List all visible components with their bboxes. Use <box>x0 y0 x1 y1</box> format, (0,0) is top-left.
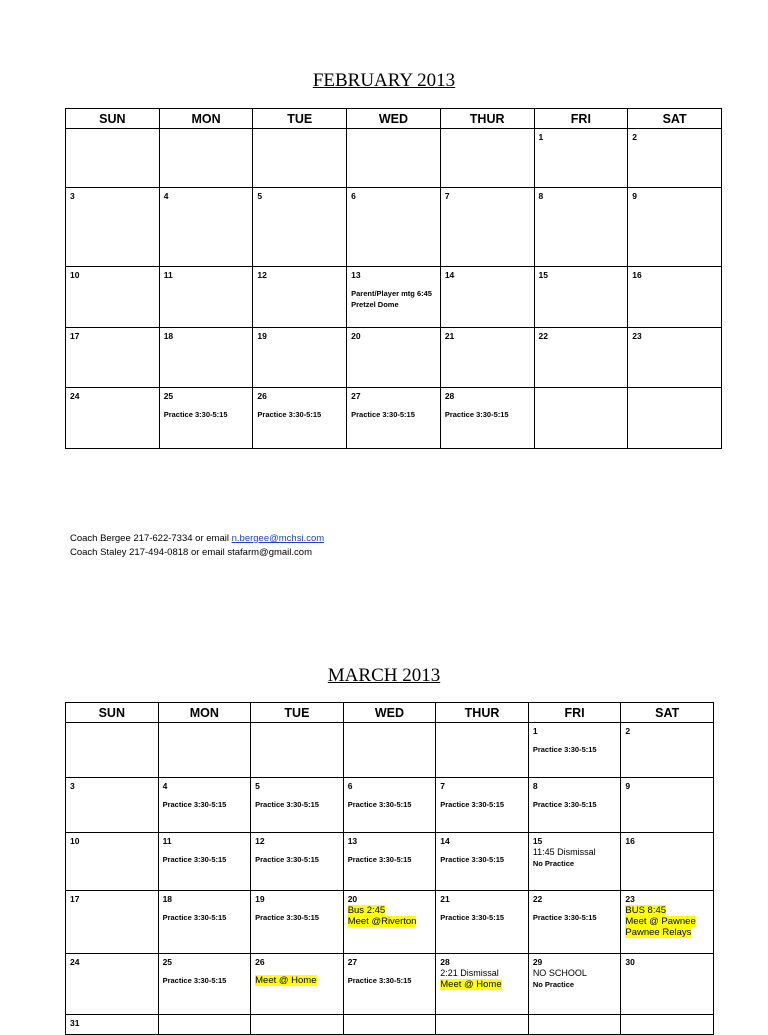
day-number: 31 <box>70 1018 80 1028</box>
weekday-header-sat: SAT <box>628 109 722 129</box>
empty-day-cell <box>66 723 159 778</box>
day-cell-14 <box>436 833 529 891</box>
day-number: 2 <box>625 726 631 736</box>
empty-day-cell <box>158 723 251 778</box>
day-number: 26 <box>257 391 267 401</box>
day-cell-23 <box>628 328 722 388</box>
day-number: 27 <box>351 391 361 401</box>
empty-day-cell <box>534 388 628 449</box>
week-row <box>66 129 722 188</box>
event-text: Practice 3:30-5:15 <box>532 800 597 809</box>
week-row <box>66 1015 714 1035</box>
march-title: MARCH 2013 <box>327 665 441 686</box>
highlighted-event: Pawnee Relays <box>625 927 692 938</box>
day-cell-7 <box>436 778 529 833</box>
day-cell-8 <box>528 778 621 833</box>
day-cell-9 <box>628 188 722 267</box>
day-cell-21 <box>436 891 529 954</box>
empty-day-cell <box>436 1015 529 1035</box>
empty-day-cell <box>440 129 534 188</box>
day-cell-26 <box>253 388 347 449</box>
weekday-header-row <box>66 109 722 129</box>
event-text: Practice 3:30-5:15 <box>255 855 319 864</box>
day-number: 13 <box>347 836 358 846</box>
day-cell-23 <box>621 891 714 954</box>
day-number: 5 <box>257 191 263 201</box>
week-row <box>66 723 714 778</box>
day-cell-28 <box>436 954 529 1015</box>
event-text: Practice 3:30-5:15 <box>444 410 509 419</box>
day-number: 25 <box>162 957 173 967</box>
event-text: Practice 3:30-5:15 <box>162 976 227 985</box>
day-cell-17 <box>66 328 160 388</box>
empty-day-cell <box>347 129 441 188</box>
day-number: 9 <box>625 781 631 791</box>
week-row <box>66 328 722 388</box>
event-text: No Practice <box>532 859 575 868</box>
coach-contacts <box>70 532 324 559</box>
day-number: 7 <box>444 191 450 201</box>
highlighted-event: Meet @Riverton <box>347 916 417 927</box>
day-number: 29 <box>532 957 543 967</box>
event-text: Practice 3:30-5:15 <box>532 745 597 754</box>
day-number: 28 <box>440 957 450 967</box>
day-cell-29 <box>528 954 621 1015</box>
day-cell-17 <box>66 891 159 954</box>
highlighted-event: Bus 2:45 <box>347 905 386 916</box>
weekday-header-wed: WED <box>343 703 436 723</box>
empty-day-cell <box>158 1015 251 1035</box>
day-cell-24 <box>66 388 160 449</box>
day-number: 11 <box>162 836 172 846</box>
day-number: 28 <box>444 391 455 401</box>
day-note: 2:21 Dismissal <box>440 968 499 978</box>
day-number: 1 <box>538 132 544 142</box>
week-row <box>66 267 722 328</box>
day-cell-2 <box>628 129 722 188</box>
day-cell-14 <box>440 267 534 328</box>
day-number: 24 <box>70 391 80 401</box>
day-number: 4 <box>162 781 168 791</box>
week-row <box>66 891 714 954</box>
day-number: 24 <box>70 957 80 967</box>
event-text: Pretzel Dome <box>351 300 399 309</box>
day-cell-22 <box>528 891 621 954</box>
empty-day-cell <box>159 129 253 188</box>
day-number: 19 <box>257 331 267 341</box>
weekday-header-mon: MON <box>159 109 253 129</box>
weekday-header-tue: TUE <box>251 703 344 723</box>
highlighted-event: Meet @ Pawnee <box>625 916 696 927</box>
day-number: 14 <box>440 836 450 846</box>
day-number: 25 <box>163 391 174 401</box>
day-number: 8 <box>532 781 538 791</box>
day-number: 13 <box>351 270 361 280</box>
day-cell-6 <box>343 778 436 833</box>
day-number: 9 <box>632 191 637 201</box>
day-number: 20 <box>351 331 361 341</box>
day-cell-25 <box>159 388 253 449</box>
empty-day-cell <box>528 1015 621 1035</box>
day-cell-22 <box>534 328 628 388</box>
day-number: 1 <box>532 726 538 736</box>
weekday-header-mon: MON <box>158 703 251 723</box>
event-text: Practice 3:30-5:15 <box>440 800 505 809</box>
day-cell-1 <box>534 129 628 188</box>
day-cell-10 <box>66 833 159 891</box>
day-number: 2 <box>632 132 637 142</box>
day-number: 21 <box>440 894 450 904</box>
event-text: Practice 3:30-5:15 <box>440 913 505 922</box>
week-row <box>66 388 722 449</box>
day-cell-4 <box>159 188 253 267</box>
day-number: 17 <box>70 894 80 904</box>
day-cell-13 <box>343 833 436 891</box>
february-calendar <box>65 108 722 449</box>
day-number: 19 <box>255 894 265 904</box>
empty-day-cell <box>621 1015 714 1035</box>
day-cell-4 <box>158 778 251 833</box>
weekday-header-thur: THUR <box>436 703 529 723</box>
weekday-header-sun: SUN <box>66 703 159 723</box>
day-number: 23 <box>632 331 642 341</box>
highlighted-event: Meet @ Home <box>440 979 502 990</box>
day-cell-26 <box>251 954 344 1015</box>
day-cell-11 <box>159 267 253 328</box>
day-cell-20 <box>343 891 436 954</box>
empty-day-cell <box>436 723 529 778</box>
event-text: Practice 3:30-5:15 <box>347 800 412 809</box>
contact-bergee-text: Coach Bergee 217-622-7334 or email <box>70 533 232 544</box>
day-note: 11:45 Dismissal <box>532 847 596 857</box>
event-text: Practice 3:30-5:15 <box>347 976 412 985</box>
weekday-header-fri: FRI <box>528 703 621 723</box>
empty-day-cell <box>343 1015 436 1035</box>
day-number: 16 <box>632 270 642 280</box>
day-cell-5 <box>251 778 344 833</box>
weekday-header-fri: FRI <box>534 109 628 129</box>
event-text: Practice 3:30-5:15 <box>351 410 415 419</box>
day-cell-16 <box>628 267 722 328</box>
day-cell-15 <box>528 833 621 891</box>
day-cell-28 <box>440 388 534 449</box>
day-cell-7 <box>440 188 534 267</box>
day-cell-3 <box>66 188 160 267</box>
march-calendar <box>65 702 714 1035</box>
day-cell-20 <box>347 328 441 388</box>
day-number: 4 <box>163 191 169 201</box>
day-number: 10 <box>70 836 80 846</box>
weekday-header-row <box>66 703 714 723</box>
event-text: No Practice <box>532 980 575 989</box>
email-link-bergee[interactable]: n.bergee@mchsi.com <box>231 533 325 544</box>
weekday-header-wed: WED <box>347 109 441 129</box>
empty-day-cell <box>253 129 347 188</box>
day-number: 27 <box>347 957 358 967</box>
day-cell-16 <box>621 833 714 891</box>
empty-day-cell <box>66 129 160 188</box>
day-cell-15 <box>534 267 628 328</box>
day-number: 18 <box>162 894 173 904</box>
day-number: 20 <box>347 894 358 904</box>
empty-day-cell <box>251 723 344 778</box>
day-number: 15 <box>538 270 548 280</box>
event-text: Practice 3:30-5:15 <box>347 855 412 864</box>
weekday-header-thur: THUR <box>440 109 534 129</box>
week-row <box>66 188 722 267</box>
day-cell-10 <box>66 267 160 328</box>
day-number: 3 <box>70 781 75 791</box>
day-number: 12 <box>257 270 267 280</box>
day-cell-27 <box>343 954 436 1015</box>
day-number: 3 <box>70 191 75 201</box>
empty-day-cell <box>343 723 436 778</box>
day-cell-30 <box>621 954 714 1015</box>
event-text: Practice 3:30-5:15 <box>162 855 227 864</box>
day-cell-1 <box>528 723 621 778</box>
day-cell-21 <box>440 328 534 388</box>
weekday-header-sat: SAT <box>621 703 714 723</box>
day-cell-3 <box>66 778 159 833</box>
day-cell-11 <box>158 833 251 891</box>
day-cell-13 <box>347 267 441 328</box>
highlighted-event: Meet @ Home <box>255 975 317 986</box>
day-cell-18 <box>159 328 253 388</box>
day-note: NO SCHOOL <box>532 968 587 978</box>
event-text: Practice 3:30-5:15 <box>440 855 505 864</box>
week-row <box>66 778 714 833</box>
february-title: FEBRUARY 2013 <box>312 70 456 91</box>
day-cell-19 <box>251 891 344 954</box>
day-number: 16 <box>625 836 635 846</box>
contact-bergee <box>70 532 324 546</box>
day-number: 6 <box>347 781 353 791</box>
highlighted-event: BUS 8:45 <box>625 905 667 916</box>
week-row <box>66 833 714 891</box>
event-text: Practice 3:30-5:15 <box>532 913 597 922</box>
day-cell-27 <box>347 388 441 449</box>
day-number: 30 <box>625 957 635 967</box>
day-cell-12 <box>253 267 347 328</box>
day-cell-12 <box>251 833 344 891</box>
day-cell-24 <box>66 954 159 1015</box>
day-number: 10 <box>70 270 80 280</box>
day-number: 7 <box>440 781 445 791</box>
day-number: 5 <box>255 781 260 791</box>
day-number: 12 <box>255 836 265 846</box>
event-text: Practice 3:30-5:15 <box>255 913 319 922</box>
day-number: 14 <box>444 270 455 280</box>
day-number: 17 <box>70 331 80 341</box>
day-number: 23 <box>625 894 635 904</box>
event-text: Practice 3:30-5:15 <box>162 800 227 809</box>
day-cell-19 <box>253 328 347 388</box>
event-text: Practice 3:30-5:15 <box>163 410 228 419</box>
event-text: Practice 3:30-5:15 <box>257 410 322 419</box>
day-number: 22 <box>538 331 548 341</box>
empty-day-cell <box>251 1015 344 1035</box>
event-text: Parent/Player mtg 6:45 <box>351 289 432 298</box>
weekday-header-tue: TUE <box>253 109 347 129</box>
day-cell-25 <box>158 954 251 1015</box>
day-cell-2 <box>621 723 714 778</box>
week-row <box>66 954 714 1015</box>
day-cell-8 <box>534 188 628 267</box>
day-number: 21 <box>444 331 455 341</box>
day-cell-5 <box>253 188 347 267</box>
day-number: 11 <box>163 270 173 280</box>
day-number: 6 <box>351 191 356 201</box>
day-number: 26 <box>255 957 265 967</box>
empty-day-cell <box>628 388 722 449</box>
day-cell-31 <box>66 1015 159 1035</box>
weekday-header-sun: SUN <box>66 109 160 129</box>
day-number: 22 <box>532 894 543 904</box>
day-cell-6 <box>347 188 441 267</box>
day-number: 15 <box>532 836 543 846</box>
day-number: 8 <box>538 191 544 201</box>
event-text: Practice 3:30-5:15 <box>162 913 227 922</box>
day-cell-9 <box>621 778 714 833</box>
day-number: 18 <box>163 331 174 341</box>
contact-staley: Coach Staley 217-494-0818 or email stafarm@gmail.com <box>70 546 312 558</box>
day-cell-18 <box>158 891 251 954</box>
event-text: Practice 3:30-5:15 <box>255 800 319 809</box>
